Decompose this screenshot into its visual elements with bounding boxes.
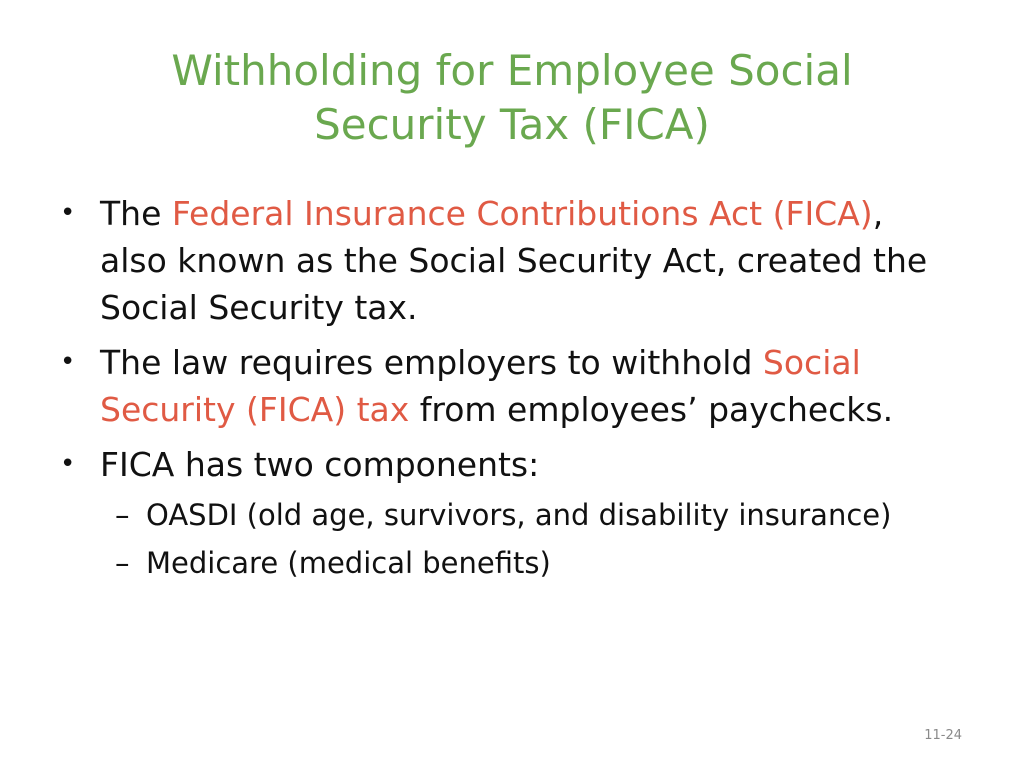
subbullet-medicare xyxy=(60,544,960,582)
slide-title xyxy=(60,44,964,152)
bullet-text: , also known as the Social Security Act, created the Social Security tax. xyxy=(100,194,928,327)
slide-title-line-2: Security Tax (FICA) xyxy=(314,100,710,149)
bullet-icon: • xyxy=(60,449,76,479)
bullet-icon: • xyxy=(60,347,76,377)
bullet-withhold-requirement xyxy=(60,339,960,433)
slide-title-line-1: Withholding for Employee Social xyxy=(171,46,853,95)
dash-icon: – xyxy=(115,498,130,532)
slide-body xyxy=(60,190,960,592)
bullet-fica-act xyxy=(60,190,960,331)
page-number: 11-24 xyxy=(924,728,962,743)
bullet-text: FICA has two components: xyxy=(100,445,540,484)
highlighted-term: Social Security (FICA) tax xyxy=(100,343,861,429)
bullet-text: from employees’ paychecks. xyxy=(409,390,894,429)
subbullet-text: Medicare (medical benefits) xyxy=(146,546,551,580)
highlighted-term: Federal Insurance Contributions Act (FICA) xyxy=(171,194,873,233)
bullet-icon: • xyxy=(60,198,76,228)
bullet-fica-components xyxy=(60,441,960,488)
bullet-text: The xyxy=(100,194,172,233)
subbullet-text: OASDI (old age, survivors, and disability insurance) xyxy=(146,498,892,532)
dash-icon: – xyxy=(115,546,130,580)
subbullet-oasdi xyxy=(60,496,960,534)
bullet-text: The law requires employers to withhold xyxy=(100,343,763,382)
